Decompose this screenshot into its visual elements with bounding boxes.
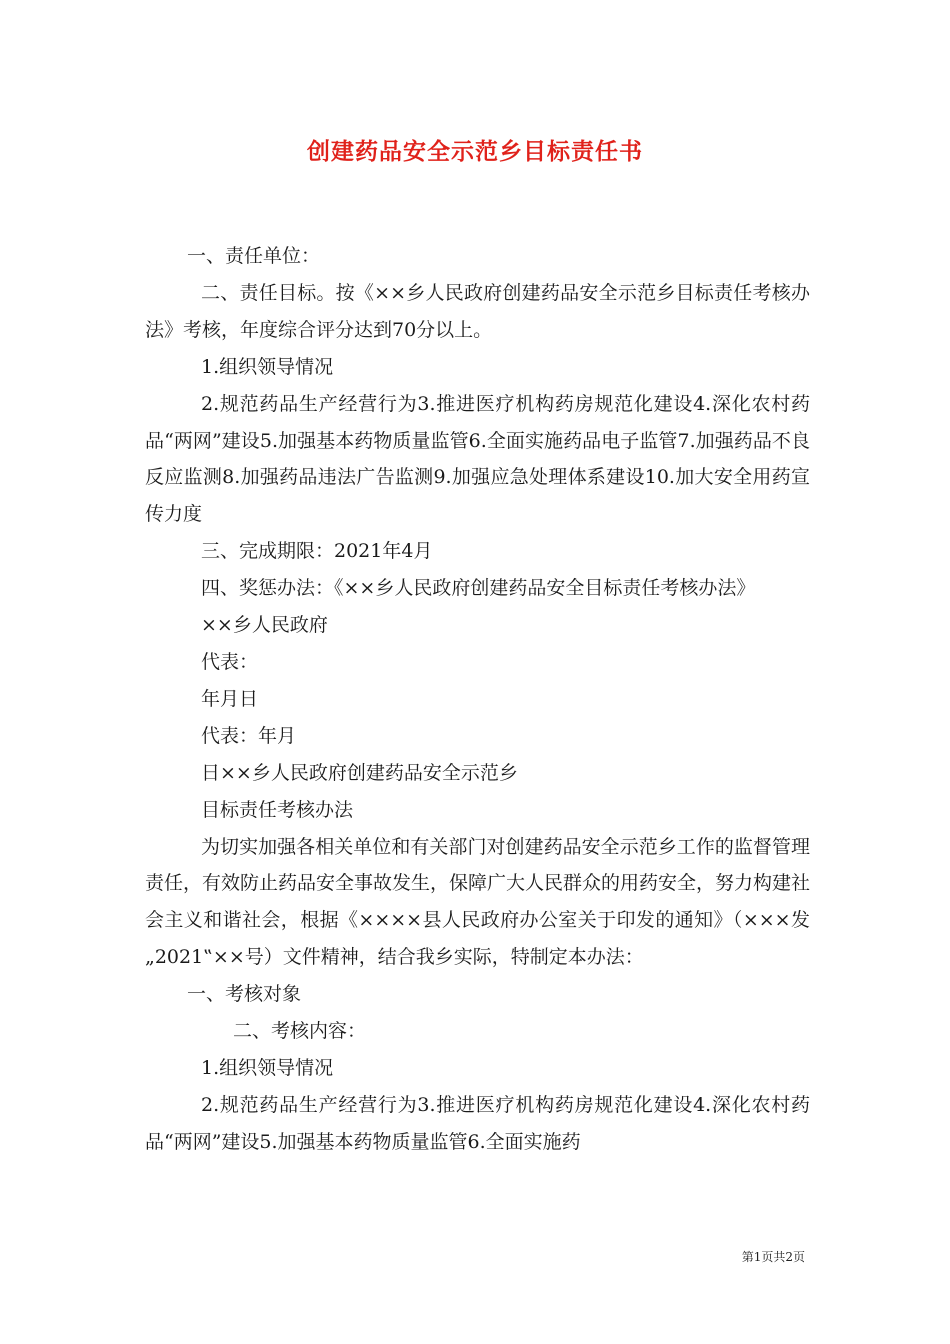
paragraph-responsibility-goal: 二、责任目标。按《××乡人民政府创建药品安全示范乡目标责任考核办法》考核，年度综合评分达到70分以上。	[145, 281, 810, 341]
paragraph-responsible-unit: 一、责任单位：	[187, 245, 321, 267]
paragraph-preamble: 为切实加强各相关单位和有关部门对创建药品安全示范乡工作的监督管理责任，有效防止药品安全事故发生，保障广大人民群众的用药安全，努力构建社会主义和谐社会，根据《××××县人民政府办公室关于印发的通知》（×××发„2021‟××号）文件精神，结合我乡实际，特制定本办法：	[145, 835, 811, 969]
paragraph-item-leadership-2: 1.组织领导情况	[201, 1056, 334, 1079]
page-number: 第1页共2页	[741, 1250, 805, 1264]
document-body	[145, 238, 810, 1161]
signature-date: 年月日	[201, 687, 259, 710]
document-title: 创建药品安全示范乡目标责任书	[307, 139, 643, 165]
paragraph-deadline: 三、完成期限：2021年4月	[201, 540, 433, 563]
paragraph-item-list: 2.规范药品生产经营行为3.推进医疗机构药房规范化建设4.深化农村药品“两网”建设5.加强基本药物质量监管6.全面实施药品电子监管7.加强药品不良反应监测8.加强药品违法广告监测9.加强应急处理体系建设10.加大安全用药宣传力度	[145, 392, 810, 526]
signature-representative: 代表：	[201, 650, 259, 673]
paragraph-item-leadership: 1.组织领导情况	[201, 355, 334, 378]
paragraph-method-heading-1: 日××乡人民政府创建药品安全示范乡	[201, 761, 518, 784]
paragraph-method-heading-2: 目标责任考核办法	[201, 798, 354, 821]
paragraph-assessment-content: 二、考核内容：	[233, 1020, 367, 1043]
signature-representative-date: 代表：年月	[201, 724, 297, 747]
paragraph-assessment-target: 一、考核对象	[187, 983, 302, 1006]
signature-government: ××乡人民政府	[201, 614, 328, 637]
paragraph-reward-punishment: 四、奖惩办法：《××乡人民政府创建药品安全目标责任考核办法》	[201, 577, 756, 600]
paragraph-item-list-2: 2.规范药品生产经营行为3.推进医疗机构药房规范化建设4.深化农村药品“两网”建设5.加强基本药物质量监管6.全面实施药	[145, 1093, 810, 1153]
